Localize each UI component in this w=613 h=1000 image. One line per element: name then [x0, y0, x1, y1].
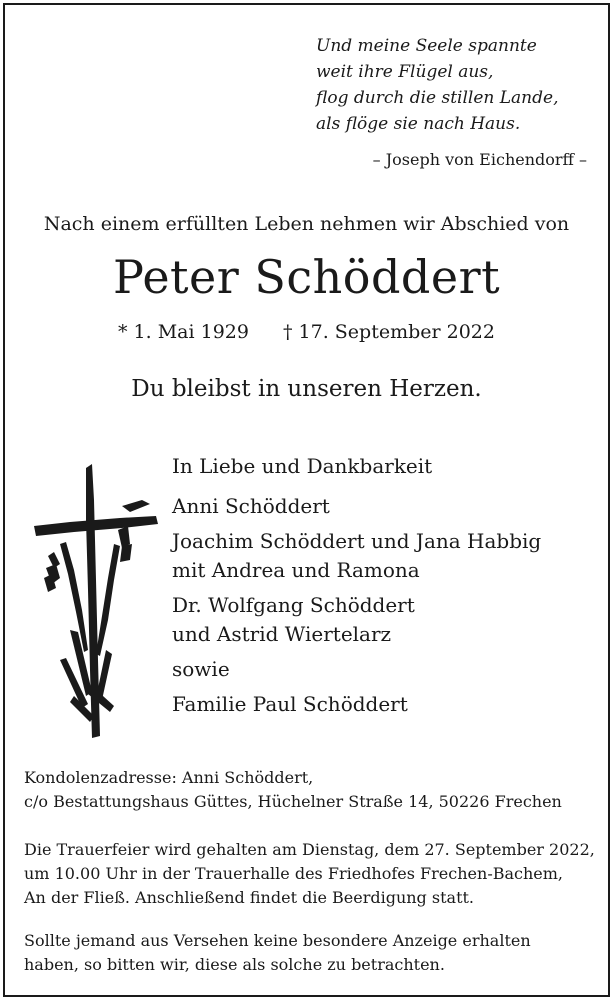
notice-line: haben, so bitten wir, diese als solche zu betrachten.: [24, 955, 445, 974]
mourners-list: [172, 452, 541, 719]
poem-line: weit ihre Flügel aus,: [316, 62, 494, 82]
mourner-line: und Astrid Wiertelarz: [172, 622, 392, 646]
funeral-info: [24, 838, 595, 910]
mourners-heading: In Liebe und Dankbarkeit: [172, 454, 433, 478]
condolence-address: [24, 766, 562, 814]
poem-line: als flöge sie nach Haus.: [316, 114, 521, 134]
poem-line: flog durch die stillen Lande,: [316, 88, 559, 108]
mourner-line: mit Andrea und Ramona: [172, 558, 420, 582]
mourner-line: Familie Paul Schöddert: [172, 692, 408, 716]
death-date: † 17. September 2022: [282, 321, 495, 343]
funeral-line: um 10.00 Uhr in der Trauerhalle des Friedhofes Frechen-Bachem,: [24, 864, 564, 883]
poem-line: Und meine Seele spannte: [316, 36, 537, 56]
poem: [316, 33, 558, 137]
condolence-line: c/o Bestattungshaus Güttes, Hüchelner Straße 14, 50226 Frechen: [24, 792, 562, 811]
life-dates: [0, 321, 613, 343]
cross-with-wheat-icon: [30, 460, 162, 740]
condolence-line: Kondolenzadresse: Anni Schöddert,: [24, 768, 314, 787]
funeral-line: Die Trauerfeier wird gehalten am Dienstag, dem 27. September 2022,: [24, 840, 595, 859]
notice-line: Sollte jemand aus Versehen keine besondere Anzeige erhalten: [24, 931, 531, 950]
notice-text: [24, 929, 531, 977]
poem-author: – Joseph von Eichendorff –: [372, 150, 587, 169]
intro-text: Nach einem erfüllten Leben nehmen wir Abschied von: [43, 213, 570, 235]
deceased-name: Peter Schöddert: [112, 250, 501, 304]
birth-date: * 1. Mai 1929: [118, 321, 249, 343]
mourner-line: Anni Schöddert: [172, 494, 330, 518]
mourner-line: sowie: [172, 657, 230, 681]
mourner-line: Joachim Schöddert und Jana Habbig: [172, 529, 542, 553]
motto: Du bleibst in unseren Herzen.: [131, 376, 482, 402]
mourner-line: Dr. Wolfgang Schöddert: [172, 593, 415, 617]
funeral-line: An der Fließ. Anschließend findet die Beerdigung statt.: [24, 888, 475, 907]
